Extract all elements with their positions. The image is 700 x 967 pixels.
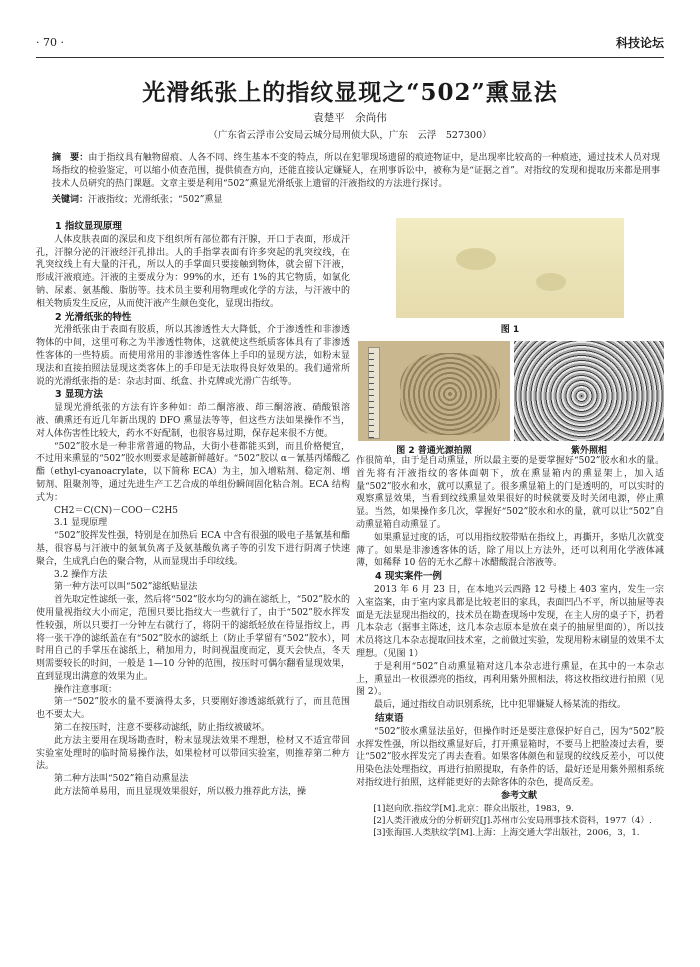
paragraph: 如果熏显过度的话，可以用指纹胶带贴在指纹上，再撕开，多贴几次就变薄了。如果是非渗透客体的话，除了用以上方法外，还可以利用化学液体减薄，如稀释 10 倍的无水乙醇＋冰醋酸混合溶液等。 <box>356 532 664 569</box>
page-number: · 70 · <box>36 36 64 49</box>
paragraph: 人体皮肤表面的深层和皮下组织所有部位都有汗腺，开口于表面，形成汗孔，汗腺分泌的汗液经汗孔排出。人的手指掌表面有许多突起的乳突纹线，在乳突纹线上有大量的汗孔，所以人的手掌面只要接触到物体，就会留下汗液，形成汗液痕迹。汗液的主要成分为：99%的水，还有 1%的其它物质，如氯化钠、尿素、氨基酸、脂肪等。技术员主要利用物理或化学的方法，与汗液中的相关物质发生反应，从而使汗液产生颜色变化，显现出指纹。 <box>36 234 350 309</box>
paragraph: 操作注意事项： <box>54 684 118 695</box>
fingerprint-image <box>400 353 500 435</box>
paragraph: 最后，通过指纹自动识别系统，比中犯罪嫌疑人杨某流的指纹。 <box>374 700 627 711</box>
paragraph: “502”胶水熏显法虽好，但操作时还是要注意保护好自己，因为“502”胶水挥发性强，所以指纹熏显好后，打开熏显箱时，不要马上把脸凑过去看，要让“502”胶水挥发完了再去查看。如果客体颜色和显现的纹线反差小，可以使用染色法处理指纹，再进行拍照提取，有条件的话，最好还是用紫外照相系统对指纹进行拍照，这样能更好的去除客体的杂色，提高反差。 <box>356 726 664 788</box>
paragraph: 作很简单，由于是自动熏显，所以最主要的是要掌握好“502”胶水和水的量。首先将有汗液指纹的客体面朝下，放在熏显箱内的熏显架上，加入适量“502”胶水和水，就可以熏显了。很多熏显箱上的门是透明的，可以实时的观察熏显效果，当看到纹线熏显效果很好的时候就要及时关闭电源，停止熏显。当然，如果操作多几次，掌握好“502”胶水和水的量，就可以让“502”自动熏显箱自动熏显了。 <box>356 456 664 530</box>
abstract-label: 摘 要： <box>52 153 89 163</box>
paragraph: 首先取定性滤纸一张，然后将“502”胶水均匀的滴在滤纸上，“502”胶水的使用量视指纹大小而定，范围只要比指纹大一些就行了，由于“502”胶水挥发性较强，所以只要打一分钟左右就行了，将阴干的滤纸轻放在待显指纹上，再将一张干净的滤纸盖在有“502”胶水的滤纸上（防止手掌留有“502”胶水），同时用自己的手掌压在滤纸上，稍加用力，时间视温度而定，夏天会快点，冬天则需要较长的时间，一般是 1—10 分钟的范围，按压时可偶尔翻看显现效果，直到显现出满意的效果为止。 <box>36 595 350 682</box>
section-heading: 3 显现方法 <box>55 389 103 401</box>
paragraph: 2013 年 6 月 23 日，在本地兴云西路 12 号楼上 403 室内，发生一宗入室盗案，由于室内家具都是比较老旧的家具，表面凹凸不平，所以抽屉等表面是无法显现出指纹的，技术员在勘查现场中发现，在主人房的桌子下，扔着几本杂志（据事主陈述，这几本杂志原本是放在桌子的抽屉里面的），所以技术员将这几本杂志提取回技术室，之前做过实验，发现用粉末刷显的效果不太理想。（见图 1） <box>356 584 664 659</box>
paragraph: 第一“502”胶水的量不要滴得太多，只要刚好渗透滤纸就行了，而且范围也不要太大。 <box>36 697 350 721</box>
method-title: 第一种方法可以叫“502”滤纸贴显法 <box>54 582 198 593</box>
chemical-formula: CH2＝C(CN)－COO－C2H5 <box>54 505 178 516</box>
paragraph: 于是利用“502”自动熏显箱对这几本杂志进行熏显，在其中的一本杂志上，熏显出一枚很漂亮的指纹，再利用紫外照相法，将这枚指纹进行拍照（见图 2）。 <box>356 661 664 698</box>
reference-item: [1]赵向欣.指纹学[M].北京：群众出版社，1983，9. <box>373 803 574 814</box>
figure-2-right-caption: 紫外照相 <box>570 446 607 456</box>
paragraph: 显现光滑纸张的方法有许多种如：茚二酮溶液、茚三酮溶液、硝酸银溶液、碘熏还有近几年新出现的 DFO 熏显法等等，但这些方法如果操作不当，对人体伤害性比较大，药水不好配制，也很容易过期，保存起来很不方便。 <box>36 403 350 439</box>
figure-1-photo <box>396 218 624 318</box>
section-heading: 4 现实案件一例 <box>375 571 442 583</box>
scale-ruler <box>368 347 380 439</box>
reference-item: [3]张海国.人类肤纹学[M].上海：上海交通大学出版社，2006，3，1. <box>373 827 640 838</box>
keywords <box>52 194 660 207</box>
fingerprint-smudge <box>536 273 566 291</box>
page-header <box>36 36 664 52</box>
subsection-heading: 3.2 操作方法 <box>54 569 108 580</box>
subsection-heading: 3.1 显现原理 <box>54 518 108 529</box>
keywords-label: 关键词： <box>52 195 89 205</box>
right-column <box>356 455 664 945</box>
paragraph: 光滑纸张由于表面有胶质，所以其渗透性大大降低，介于渗透性和非渗透物体的中间，这里可称之为半渗透性物体，这就使这些纸质客体具有了非渗透性客体的一些特质。而使用常用的非渗透性客体上手印的显现方法，如粉末显现法和直接拍照法显现这类客体上的手印是无法取得良好效果的。我们通常所说的光滑纸张指的是：杂志封面、纸盒、扑克牌或光滑广告纸等。 <box>36 325 350 387</box>
references-heading: 参考文献 <box>500 790 537 801</box>
method-title: 第二种方法叫“502”箱自动熏显法 <box>54 774 189 785</box>
figure-2-left-caption: 图 2 普通光源拍照 <box>396 446 472 456</box>
fingerprint-smudge <box>456 248 496 270</box>
figure-1-caption: 图 1 <box>500 325 520 335</box>
abstract-text: 由于指纹具有触物留痕、人各不同、终生基本不变的特点，所以在犯罪现场遗留的痕迹物证中，是出现率比较高的一种痕迹，通过技术人员对现场指纹的检验鉴定，可以缩小侦查范围，提供侦查方向，还能直接认定嫌疑人，在刑事诉讼中，被称为是“证据之首”。对指纹的发现和提取历来都是刑事技术人员研究的热门课题。文章主要是利用“502”熏显光滑纸张上遗留的汗液指纹的方法进行探讨。 <box>52 153 660 189</box>
journal-name: 科技论坛 <box>615 36 664 50</box>
author-affiliation: （广东省云浮市公安局云城分局刑侦大队，广东 云浮 527300） <box>208 130 492 141</box>
paragraph: 第二在按压时，注意不要移动滤纸，防止指纹被破坏。 <box>54 723 271 734</box>
paragraph: 此方法简单易用，而且显现效果很好，所以极力推荐此方法，操 <box>54 787 307 798</box>
section-heading: 2 光滑纸张的特性 <box>55 311 132 323</box>
article-title: 光滑纸张上的指纹显现之“502”熏显法 <box>142 79 558 106</box>
reference-item: [2]人类汗液成分的分析研究[J].苏州市公安局刑事技术资料，1977（4）. <box>373 815 652 826</box>
article-authors: 袁楚平 余尚伟 <box>313 112 387 124</box>
section-heading: 结束语 <box>375 712 404 724</box>
section-heading: 1 指纹显现原理 <box>55 221 122 232</box>
paragraph: 此方法主要用在现场勘查时，粉末显现法效果不理想，检材又不适宜带回实验室处理时的临时简易操作法，如果检材可以带回实验室，则推荐第二种方法。 <box>36 735 350 772</box>
figure-2-normal-light-photo <box>358 341 510 441</box>
abstract <box>52 152 660 191</box>
paragraph: “502”胶水是一种非常普通的物品，大街小巷都能买到，而且价格便宜，不过用来熏显的“502”胶水则要求是越新鲜越好。“502”胶以 α－氰基丙烯酸乙酯（ethyl-cyanoacrylate，以下简称 ECA）为主，加入增粘剂、稳定剂、增韧剂、阻聚剂等，通过先进生产工艺合成的单组份瞬间固化粘合剂。ECA 结构式为： <box>36 441 350 503</box>
paragraph: “502”胶挥发性强，特别是在加热后 ECA 中含有很强的吸电子基氰基和酯基，很容易与汗液中的氨氧负离子及氨基酸负离子等的引发下进行阴离子快速聚合，生成乳白色的聚合物，从而显现出手印纹线。 <box>36 531 350 567</box>
keywords-text: 汗液指纹；光滑纸张；“502”熏显 <box>88 195 223 205</box>
header-rule <box>36 57 664 58</box>
figure-2-uv-photo <box>514 341 664 441</box>
left-column <box>36 220 350 940</box>
